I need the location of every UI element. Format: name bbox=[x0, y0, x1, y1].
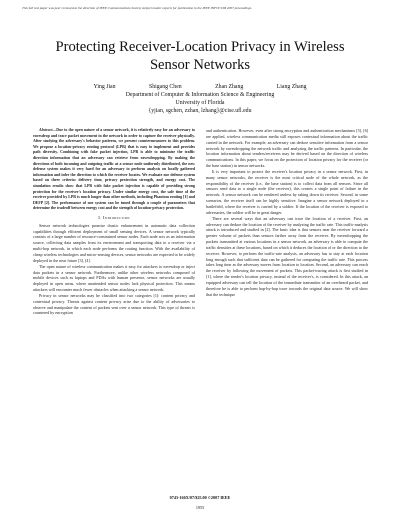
title-line-2: Sensor Networks bbox=[149, 57, 251, 73]
right-column bbox=[206, 128, 368, 297]
section-heading: I. Introduction bbox=[98, 214, 130, 220]
abstract-label: Abstract bbox=[39, 128, 53, 132]
author-list bbox=[0, 84, 400, 91]
paper-title bbox=[0, 38, 400, 74]
abstract bbox=[33, 128, 195, 212]
body-paragraph: There are several ways that an adversary can trace the location of a receiver. First, an adversary can deduce the location of the receiver by analyzing the traffic rate. This traffic-analysis attack is introduced and studied in [2]. The basic idea is that sensors near the receiver forward a greater volume of packets than sensors farther away from the receiver. By eavesdropping the packets transmitted at various locations in a sensor network, an adversary is able to compute the traffic densities at these locations, based on which it deduces the location of or the direction to the receiver. However, to perform the traffic-rate analysis, an adversary has to stay at each location long enough such that sufficient data can be gathered for computing the traffic rate. This process takes long time as the adversary moves from location to location. Second, an adversary can reach the receiver by following the movement of packets. This packet-tracing attack is first studied in [1], where the sender's location privacy, instead of the receiver's, is considered. In this attack, an equipped adversary can tell the location of the immediate transmitter of an overheard packet, and therefore he is able to perform hop-by-hop trace towards the original data source. We will show that the technique bbox=[206, 215, 368, 297]
affiliation-emails: {yjian, sgchen, zzhan, lzhang}@cise.ufl.edu bbox=[148, 108, 252, 114]
abstract-text: —Due to the open nature of a sensor network, it is relatively easy for an adversary to eavesdrop and trace packet movement in the network in order to capture the receiver physically. After studying the adversary's behavior patterns, we present countermeasures to this problem. We propose a location-privacy routing protocol (LPR) that is easy to implement and provides path diversity. Combining with fake packet injection, LPR is able to minimize the traffic direction information that an adversary can retrieve from eavesdropping. By making the directions of both incoming and outgoing traffic at a sensor node uniformly distributed, the new defense system makes it very hard for an adversary to perform analysis on locally gathered information and infer the direction to which the receiver locates. We evaluate our defense system based on three criteria: delivery time, privacy protection strength, and energy cost. The simulation results show that LPR with fake packet injection is capable of providing strong protection for the receiver's location privacy. Under similar energy cost, the safe time of the receiver provided by LPR is much longer than other methods, including Phantom routing [1] and DEFP [2]. The performance of our system can be tuned through a couple of parameters that determine the tradeoff between energy cost and the strength of location-privacy protection. bbox=[33, 128, 195, 211]
copyright-code: 0743-166X/07/$25.00 ©2007 IEEE bbox=[169, 495, 231, 500]
author-name: Zhan Zhang bbox=[215, 84, 244, 90]
left-column bbox=[33, 128, 195, 316]
affiliation-department: Department of Computer & Information Science & Engineering bbox=[125, 92, 275, 98]
title-line-1: Protecting Receiver-Location Privacy in Wireless bbox=[55, 39, 345, 55]
body-paragraph: and authentication. However, even after strong encryption and authentication mechanisms [5], [6] are applied, wireless communication media still exposes contextual information about the traffic carried in the network. For example, an adversary can deduce sensitive information from a sensor network by eavesdropping the network traffic and analyzing the traffic patterns. In particular, the location information about senders/receivers may be derived based on the direction of wireless communications. In this paper, we focus on the protection of location privacy for the receiver (or the base station) in sensor networks. bbox=[206, 128, 368, 169]
affiliation-university: University of Florida bbox=[175, 100, 225, 106]
conference-header-note: This full text paper was peer reviewed at the direction of IEEE Communications Society subject matter experts for publication in the IEEE INFOCOM 2007 proceedings. bbox=[22, 6, 252, 10]
author-name: Shigang Chen bbox=[148, 84, 182, 90]
body-paragraph: It is very important to protect the receiver's location privacy in a sensor network. First, in many sensor networks, the receiver is the most critical node of the whole network, as the responsibility of the receiver (i.e., the base station) is to collect data from all sensors. Since all sensors send data to a single node (the receiver), this creates a single point of failure in the network. A sensor network can be rendered useless by taking down its receiver. Second, in some scenarios, the receiver itself can be highly sensitive. Imagine a sensor network deployed in a battlefield, where the receiver is carried by a soldier. If the location of the receiver is exposed to adversaries, the soldier will be in great danger. bbox=[206, 168, 368, 215]
author-name: Liang Zhang bbox=[276, 84, 307, 90]
page-number: 1955 bbox=[195, 505, 205, 510]
author-name: Ying Jian bbox=[93, 84, 116, 90]
body-paragraph: The open nature of wireless communication makes it easy for attackers to eavesdrop or inject data packets in a sensor network. Furthermore, unlike other wireless networks composed of mobile devices such as laptops and PDAs with human presence, sensor networks are usually deployed in open areas, where unattended sensor nodes lack physical protection. This means attackers will encounter much fewer obstacles when attacking a sensor network. bbox=[33, 263, 195, 293]
body-paragraph: Sensor network technologies promise drastic enhancement in automatic data collection capabilities through efficient deployment of small sensing devices. A sensor network typically consists of a large number of resource-constrained sensor nodes. Each node acts as an information source, collecting data samples from its environment and transporting data to a receiver via a multi-hop network, in which each node performs the routing function. With the availability of cheap wireless technologies and micro-sensing devices, sensor networks are expected to be widely deployed in the near future [3], [4]. bbox=[33, 222, 195, 263]
body-paragraph: Privacy in sensor networks may be classified into two categories [1]: content privacy and contextual privacy. Threats against content privacy arise due to the ability of adversaries to observe and manipulate the content of packets sent over a sensor network. This type of threats is countered by encryption bbox=[33, 292, 195, 316]
